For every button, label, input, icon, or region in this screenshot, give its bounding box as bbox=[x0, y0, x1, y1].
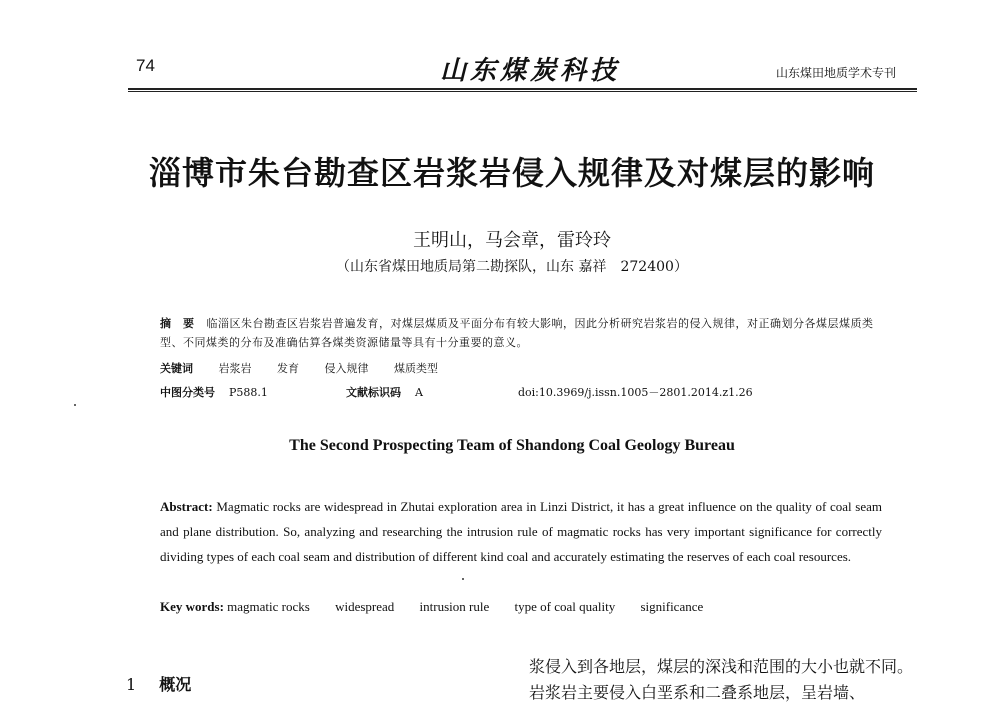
keywords-cn-label: 关键词 bbox=[160, 362, 193, 375]
abstract-cn bbox=[160, 314, 880, 352]
document-code bbox=[346, 384, 423, 400]
keyword-en: magmatic rocks bbox=[227, 599, 310, 614]
abstract-en bbox=[160, 494, 882, 569]
keyword-en: type of coal quality bbox=[514, 599, 616, 614]
section-title: 概况 bbox=[159, 675, 192, 694]
keyword-cn: 岩浆岩 bbox=[218, 362, 252, 375]
affiliation: （山东省煤田地质局第二勘探队，山东 嘉祥 272400） bbox=[336, 259, 688, 275]
keyword-en: widespread bbox=[335, 599, 395, 614]
keyword-cn: 侵入规律 bbox=[324, 362, 369, 375]
keywords-cn bbox=[160, 360, 460, 376]
abstract-cn-text: 临淄区朱台勘查区岩浆岩普遍发育，对煤层煤质及平面分布有较大影响，因此分析研究岩浆岩的侵入规律，对正确划分各煤层煤质类型、不同煤类的分布及准确估算各煤类资源储量等具有十分重要的意义。 bbox=[160, 317, 874, 349]
body-text: 浆侵入到各地层，煤层的深浅和范围的大小也就不同。岩浆岩主要侵入白垩系和二叠系地层，呈岩墙、 bbox=[529, 657, 914, 702]
header-rule-thin bbox=[128, 91, 917, 92]
abstract-en-label: Abstract: bbox=[160, 499, 213, 514]
keyword-en: intrusion rule bbox=[419, 599, 490, 614]
keywords-en bbox=[160, 599, 725, 615]
clc-number bbox=[160, 384, 268, 400]
header-rule bbox=[128, 88, 917, 90]
keyword-cn: 发育 bbox=[277, 362, 299, 375]
doi: doi:10.3969/j.issn.1005－2801.2014.z1.26 bbox=[518, 386, 753, 399]
scan-speck bbox=[74, 404, 76, 406]
article-title: 淄博市朱台勘查区岩浆岩侵入规律及对煤层的影响 bbox=[148, 154, 875, 192]
scan-speck bbox=[462, 578, 464, 580]
special-issue-label: 山东煤田地质学术专刊 bbox=[776, 66, 897, 80]
section-heading bbox=[126, 672, 191, 695]
keyword-en: significance bbox=[640, 599, 704, 614]
clc-label: 中图分类号 bbox=[160, 386, 215, 399]
doc-code-label: 文献标识码 bbox=[346, 386, 401, 399]
section-number: 1 bbox=[126, 675, 137, 694]
authors: 王明山，马会章，雷玲玲 bbox=[413, 230, 611, 251]
doc-code-value: A bbox=[415, 386, 423, 399]
page-number: 74 bbox=[136, 56, 155, 75]
journal-name: 山东煤炭科技 bbox=[440, 56, 621, 86]
abstract-cn-label: 摘 要 bbox=[160, 317, 195, 330]
english-title: The Second Prospecting Team of Shandong Coal Geology Bureau bbox=[289, 437, 735, 454]
abstract-en-text: Magmatic rocks are widespread in Zhutai exploration area in Linzi District, it has a great influence on the quality of coal seam and plane distribution. So, analyzing and researching the intrusion rule of magmatic rocks has very important significance for correctly dividing types of each coal seam and distribution of different kind coal and accurately estimating the reserves of each coal resources. bbox=[160, 499, 883, 564]
clc-value: P588.1 bbox=[229, 386, 268, 399]
keywords-en-label: Key words: bbox=[160, 599, 224, 614]
keyword-cn: 煤质类型 bbox=[394, 362, 438, 375]
